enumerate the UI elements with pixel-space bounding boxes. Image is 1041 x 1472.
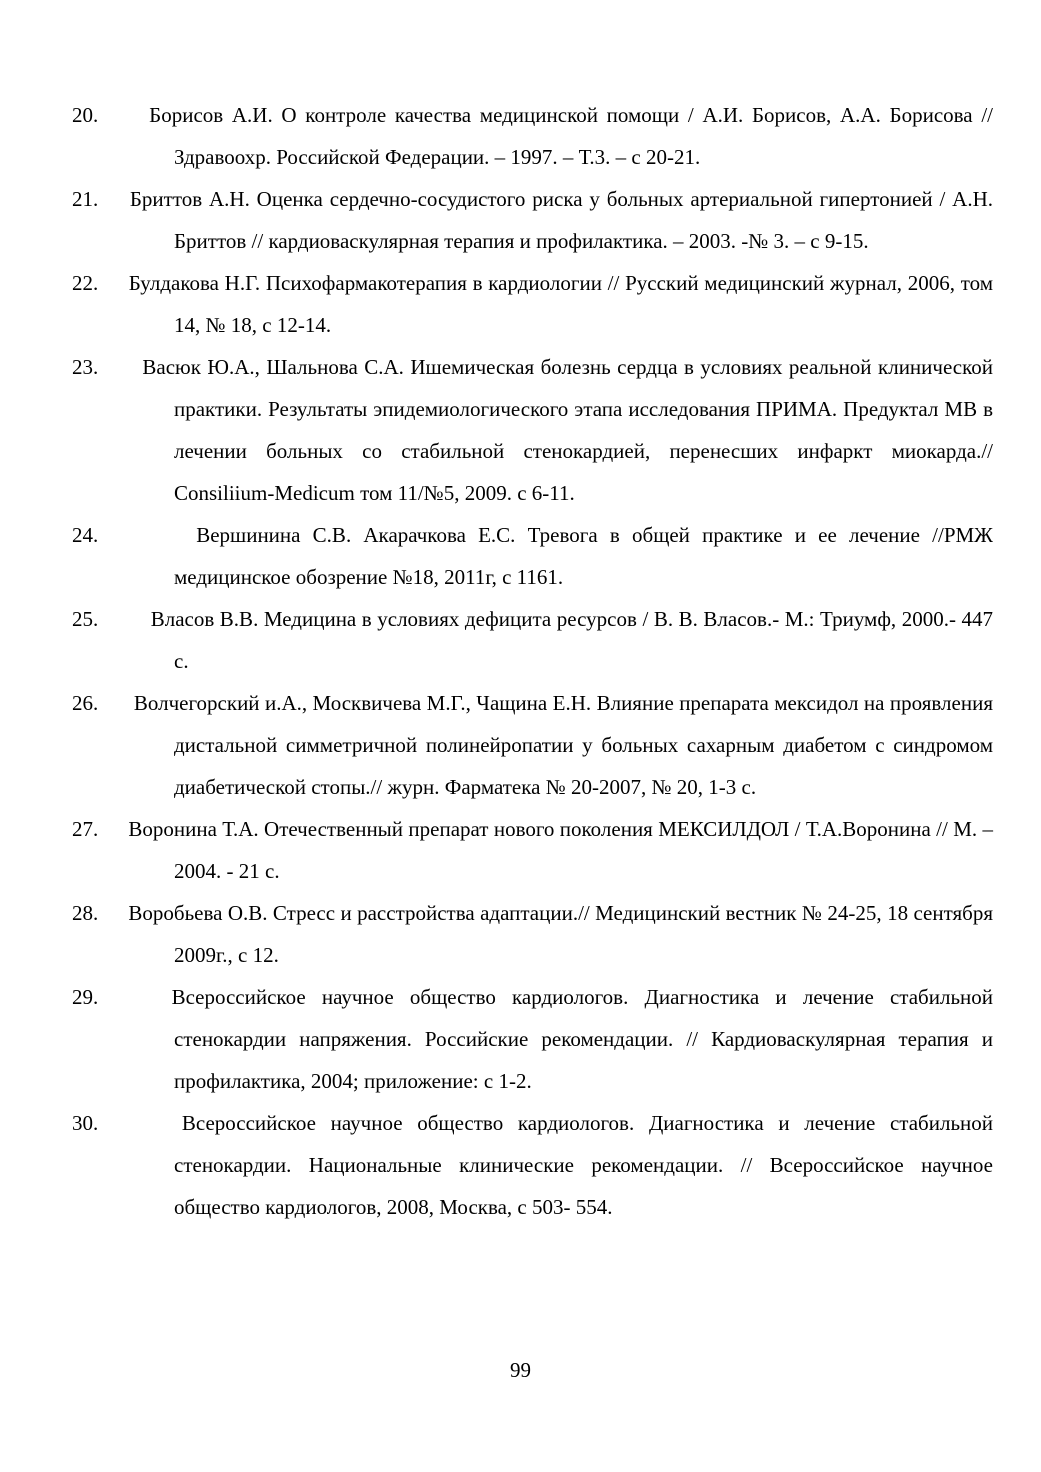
reference-text: Воробьева О.В. Стресс и расстройства адаптации.// Медицинский вестник № 24-25, 18 сентября 2009г., с 12. bbox=[128, 901, 994, 967]
reference-item-24: 24. Вершинина С.В. Акарачкова Е.С. Тревога в общей практике и ее лечение //РМЖ медицинское обозрение №18, 2011г, с 1161. bbox=[72, 523, 993, 589]
reference-text: Булдакова Н.Г. Психофармакотерапия в кардиологии // Русский медицинский журнал, 2006, том 14, № 18, с 12-14. bbox=[128, 271, 994, 337]
reference-text: Волчегорский и.А., Москвичева М.Г., Чащина Е.Н. Влияние препарата мексидол на проявления дистальной симметричной полинейропатии у больных сахарным диабетом с синдромом диабетической стопы.// журн. Фарматека № 20-2007, № 20, 1-3 с. bbox=[133, 691, 993, 799]
reference-text: Всероссийское научное общество кардиологов. Диагностика и лечение стабильной стенокардии. Национальные клинические рекомендации. // Всероссийское научное общество кардиологов, 2008, Москва, с 503- 554. bbox=[174, 1111, 994, 1219]
reference-item-27: 27. Воронина Т.А. Отечественный препарат нового поколения МЕКСИЛДОЛ / Т.А.Воронина // М. – 2004. - 21 с. bbox=[72, 817, 993, 883]
reference-item-25: 25. Власов В.В. Медицина в условиях дефицита ресурсов / В. В. Власов.- М.: Триумф, 2000.- 447 с. bbox=[72, 607, 994, 673]
reference-item-29: 29. Всероссийское научное общество кардиологов. Диагностика и лечение стабильной стенокардии напряжения. Российские рекомендации. // Кардиоваскулярная терапия и профилактика, 2004; приложение: с 1-2. bbox=[72, 985, 994, 1093]
reference-item-23: 23. Васюк Ю.А., Шальнова С.А. Ишемическая болезнь сердца в условиях реальной клинической практики. Результаты эпидемиологического этапа исследования ПРИМА. Предуктал МВ в лечении больных со стабильной стенокардией, перенесших инфаркт миокарда.// Consiliium-Medicum том 11/№5, 2009. с 6-11. bbox=[72, 355, 994, 505]
reference-text: Борисов А.И. О контроле качества медицинской помощи / А.И. Борисов, А.А. Борисова // Здравоохр. Российской Федерации. – 1997. – Т.3. – с 20-21. bbox=[149, 103, 993, 169]
reference-text: Всероссийское научное общество кардиологов. Диагностика и лечение стабильной стенокардии напряжения. Российские рекомендации. // Кардиоваскулярная терапия и профилактика, 2004; приложение: с 1-2. bbox=[171, 985, 994, 1093]
reference-text: Власов В.В. Медицина в условиях дефицита ресурсов / В. В. Власов.- М.: Триумф, 2000.- 447 с. bbox=[150, 607, 994, 673]
reference-item-28: 28. Воробьева О.В. Стресс и расстройства адаптации.// Медицинский вестник № 24-25, 18 сентября 2009г., с 12. bbox=[72, 901, 994, 967]
reference-text: Бриттов А.Н. Оценка сердечно-сосудистого риска у больных артериальной гипертонией / А.Н. Бриттов // кардиоваскулярная терапия и профилактика. – 2003. -№ 3. – с 9-15. bbox=[129, 187, 993, 253]
reference-text: Вершинина С.В. Акарачкова Е.С. Тревога в общей практике и ее лечение //РМЖ медицинское обозрение №18, 2011г, с 1161. bbox=[174, 523, 993, 589]
reference-item-26: 26. Волчегорский и.А., Москвичева М.Г., Чащина Е.Н. Влияние препарата мексидол на проявления дистальной симметричной полинейропатии у больных сахарным диабетом с синдромом диабетической стопы.// журн. Фарматека № 20-2007, № 20, 1-3 с. bbox=[72, 691, 993, 799]
reference-item-21: 21. Бриттов А.Н. Оценка сердечно-сосудистого риска у больных артериальной гипертонией / А.Н. Бриттов // кардиоваскулярная терапия и профилактика. – 2003. -№ 3. – с 9-15. bbox=[72, 187, 993, 253]
reference-list bbox=[72, 94, 994, 1228]
page-number: 99 bbox=[510, 1358, 531, 1382]
reference-text: Воронина Т.А. Отечественный препарат нового поколения МЕКСИЛДОЛ / Т.А.Воронина // М. – 2004. - 21 с. bbox=[128, 817, 993, 883]
reference-text: Васюк Ю.А., Шальнова С.А. Ишемическая болезнь сердца в условиях реальной клинической практики. Результаты эпидемиологического этапа исследования ПРИМА. Предуктал МВ в лечении больных со стабильной стенокардией, перенесших инфаркт миокарда.// Consiliium-Medicum том 11/№5, 2009. с 6-11. bbox=[142, 355, 994, 505]
reference-item-22: 22. Булдакова Н.Г. Психофармакотерапия в кардиологии // Русский медицинский журнал, 2006, том 14, № 18, с 12-14. bbox=[72, 271, 994, 337]
reference-item-30: 30. Всероссийское научное общество кардиологов. Диагностика и лечение стабильной стенокардии. Национальные клинические рекомендации. // Всероссийское научное общество кардиологов, 2008, Москва, с 503- 554. bbox=[72, 1111, 994, 1219]
reference-item-20: 20. Борисов А.И. О контроле качества медицинской помощи / А.И. Борисов, А.А. Борисова // Здравоохр. Российской Федерации. – 1997. – Т.3. – с 20-21. bbox=[72, 103, 993, 169]
